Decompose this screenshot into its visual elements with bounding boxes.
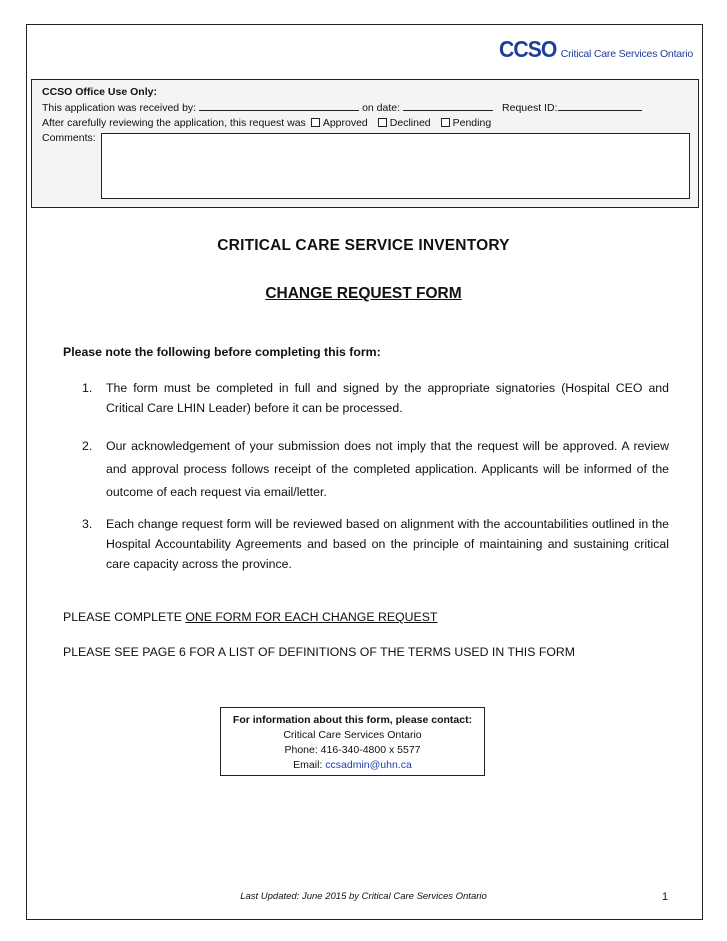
- list-item-number: 3.: [82, 517, 93, 531]
- review-line: [42, 116, 698, 131]
- on-date-label: on date:: [362, 102, 401, 114]
- list-item: [82, 435, 669, 504]
- list-item: [82, 378, 669, 418]
- contact-box: [220, 707, 485, 776]
- contact-email-line: [221, 758, 484, 773]
- one-form-instruction: [63, 610, 437, 624]
- pending-checkbox[interactable]: [441, 118, 450, 127]
- definitions-instruction: PLEASE SEE PAGE 6 FOR A LIST OF DEFINITIONS OF THE TERMS USED IN THIS FORM: [63, 645, 576, 659]
- document-title: CRITICAL CARE SERVICE INVENTORY: [217, 237, 510, 254]
- request-id-label: Request ID:: [502, 102, 558, 114]
- received-by-field[interactable]: [199, 100, 359, 111]
- contact-email-link[interactable]: ccsadmin@uhn.ca: [325, 759, 412, 771]
- one-form-prefix: PLEASE COMPLETE: [63, 610, 186, 624]
- review-label: After carefully reviewing the application, this request was: [42, 117, 306, 129]
- logo-mark: CCSO: [499, 36, 557, 62]
- office-use-title: CCSO Office Use Only:: [42, 86, 157, 98]
- list-item-text: Each change request form will be reviewed based on alignment with the accountabilities outlined in the Hospital Accountability Agreements and based on the principle of maintaining and sustaining critical care capacity across the province.: [106, 517, 669, 571]
- list-item-number: 2.: [82, 439, 93, 453]
- ccso-logo: [494, 38, 693, 61]
- page-number: 1: [662, 891, 669, 903]
- on-date-field[interactable]: [403, 100, 493, 111]
- contact-org: Critical Care Services Ontario: [283, 729, 422, 741]
- contact-email-label: Email:: [293, 759, 326, 771]
- contact-title: For information about this form, please contact:: [232, 714, 473, 726]
- pending-label: Pending: [452, 117, 492, 129]
- list-item: [82, 514, 669, 574]
- form-title: CHANGE REQUEST FORM: [265, 285, 462, 302]
- contact-phone: Phone: 416-340-4800 x 5577: [284, 744, 421, 756]
- declined-checkbox[interactable]: [378, 118, 387, 127]
- office-use-box: [31, 79, 699, 208]
- list-item-text: Our acknowledgement of your submission does not imply that the request will be approved. A review and approval process follows receipt of the completed application. Applicants will be informed of the outcome of each request via email/letter.: [106, 439, 669, 499]
- footer-updated: Last Updated: June 2015 by Critical Care Services Ontario: [240, 891, 487, 902]
- list-item-text: The form must be completed in full and signed by the appropriate signatories (Hospital CEO and Critical Care LHIN Leader) before it can be processed.: [106, 381, 669, 415]
- one-form-emphasis: ONE FORM FOR EACH CHANGE REQUEST: [185, 610, 438, 624]
- request-id-field[interactable]: [558, 100, 642, 111]
- notes-heading: Please note the following before completing this form:: [63, 345, 381, 359]
- approved-label: Approved: [322, 117, 368, 129]
- declined-label: Declined: [389, 117, 431, 129]
- logo-text: Critical Care Services Ontario: [560, 48, 693, 60]
- approved-checkbox[interactable]: [311, 118, 320, 127]
- comments-field[interactable]: [101, 133, 690, 199]
- received-by-label: This application was received by:: [42, 102, 197, 114]
- list-item-number: 1.: [82, 381, 93, 395]
- comments-label: Comments:: [42, 132, 96, 144]
- received-line: [42, 100, 698, 116]
